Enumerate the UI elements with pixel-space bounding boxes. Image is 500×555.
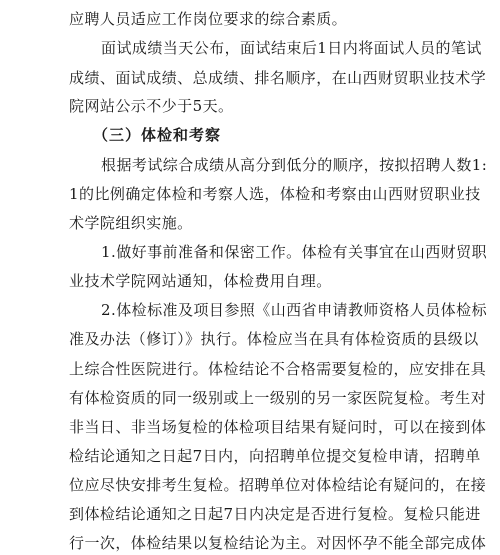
text-line: 业技术学院网站通知，体检费用自理。	[69, 272, 332, 290]
text-line: 1的比例确定体检和考察人选，体检和考察由山西财贸职业技	[69, 185, 481, 203]
text-line: 准及办法（修订）》执行。体检应当在具有体检资质的县级以	[69, 330, 479, 348]
text-line: 非当日、非当场复检的体检项目结果有疑问时，可以在接到体	[69, 418, 487, 436]
text-line: 院网站公示不少于5天。	[69, 97, 234, 115]
text-line: 面试成绩当天公布，面试结束后1日内将面试人员的笔试	[101, 39, 482, 57]
text-line: 根据考试综合成绩从高分到低分的顺序，按拟招聘人数1:	[101, 156, 488, 174]
text-line: 术学院组织实施。	[69, 214, 193, 232]
text-line: 行一次，体检结果以复检结论为主。对因怀孕不能全部完成体	[69, 534, 487, 552]
text-line: 检结论通知之日起7日内，向招聘单位提交复检申请，招聘单	[69, 447, 481, 465]
text-line: 成绩、面试成绩、总成绩、排名顺序，在山西财贸职业技术学	[69, 69, 487, 87]
text-line: 2.体检标准及项目参照《山西省申请教师资格人员体检标	[101, 301, 488, 319]
text-line: 位应尽快安排考生复检。招聘单位对体检结论有疑问的，在接	[69, 476, 487, 494]
text-line: 1.做好事前准备和保密工作。体检有关事宜在山西财贸职	[101, 243, 488, 261]
text-line: 应聘人员适应工作岗位要求的综合素质。	[69, 10, 348, 28]
text-line: 上综合性医院进行。体检结论不合格需要复检的，应安排在具	[69, 360, 487, 378]
section-heading: （三）体检和考察	[93, 126, 222, 144]
text-line: 到体检结论通知之日起7日内决定是否进行复检。复检只能进	[69, 505, 481, 523]
text-line: 有体检资质的同一级别或上一级别的另一家医院复检。考生对	[69, 389, 487, 407]
